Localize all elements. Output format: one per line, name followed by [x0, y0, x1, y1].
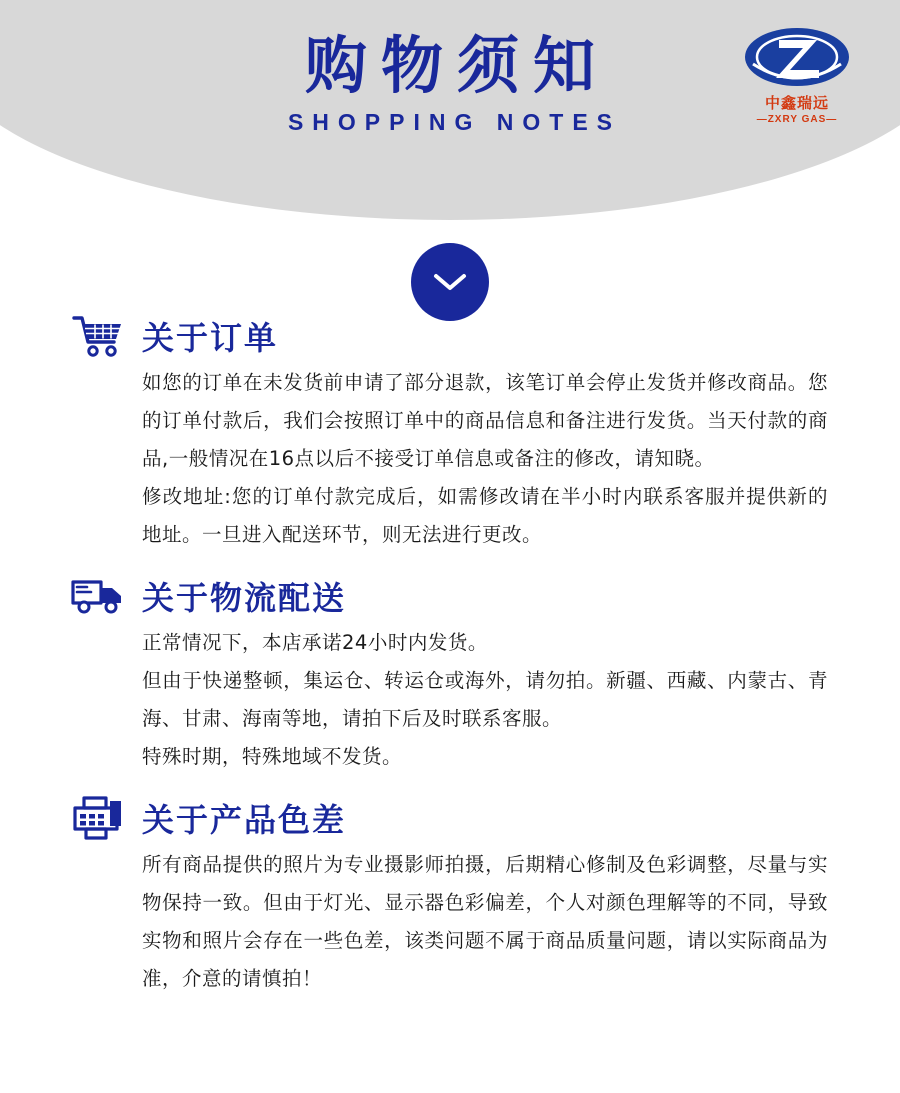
paragraph: 所有商品提供的照片为专业摄影师拍摄，后期精心修制及色彩调整，尽量与实物保持一致。但由于灯光、显示器色彩偏差，个人对颜色理解等的不同，导致实物和照片会存在一些色差，该类问题不属于商品质量问题，请以实际商品为准，介意的请慎拍！ — [142, 853, 828, 991]
section-header — [70, 790, 830, 846]
brand-logo — [732, 26, 862, 134]
printer-color-icon — [70, 795, 126, 841]
section-about-shipping — [70, 568, 830, 776]
section-about-order — [70, 308, 830, 554]
paragraph: 特殊时期，特殊地域不发货。 — [142, 745, 403, 769]
section-title: 关于产品色差 — [142, 801, 347, 840]
paragraph: 但由于快递整顿，集运仓、转运仓或海外，请勿拍。新疆、西藏、内蒙古、青海、甘肃、海南等地，请拍下后及时联系客服。 — [142, 669, 828, 731]
section-title: 关于物流配送 — [142, 579, 347, 618]
logo-name-cn: 中鑫瑞远 — [764, 94, 829, 112]
logo-mark-icon — [743, 26, 851, 90]
delivery-truck-icon — [70, 573, 126, 619]
section-body — [70, 364, 830, 554]
section-title: 关于订单 — [142, 319, 279, 357]
page-title-cn: 购物须知 — [304, 29, 609, 102]
section-body — [70, 624, 830, 776]
paragraph: 修改地址:您的订单付款完成后，如需修改请在半小时内联系客服并提供新的地址。一旦进入配送环节，则无法进行更改。 — [142, 485, 828, 547]
section-header — [70, 568, 830, 624]
scroll-down-chevron-icon — [411, 243, 489, 321]
logo-name-en: —ZXRY GAS— — [756, 114, 838, 125]
paragraph: 如您的订单在未发货前申请了部分退款，该笔订单会停止发货并修改商品。您的订单付款后，我们会按照订单中的商品信息和备注进行发货。当天付款的商品,一般情况在16点以后不接受订单信息或备注的修改，请知晓。 — [142, 371, 828, 471]
section-about-color-difference — [70, 790, 830, 998]
shopping-notes-content — [0, 308, 900, 1012]
section-body — [70, 846, 830, 998]
shopping-cart-icon — [70, 313, 126, 359]
page-title-en: SHOPPING NOTES — [287, 109, 622, 136]
paragraph: 正常情况下，本店承诺24小时内发货。 — [142, 631, 488, 655]
